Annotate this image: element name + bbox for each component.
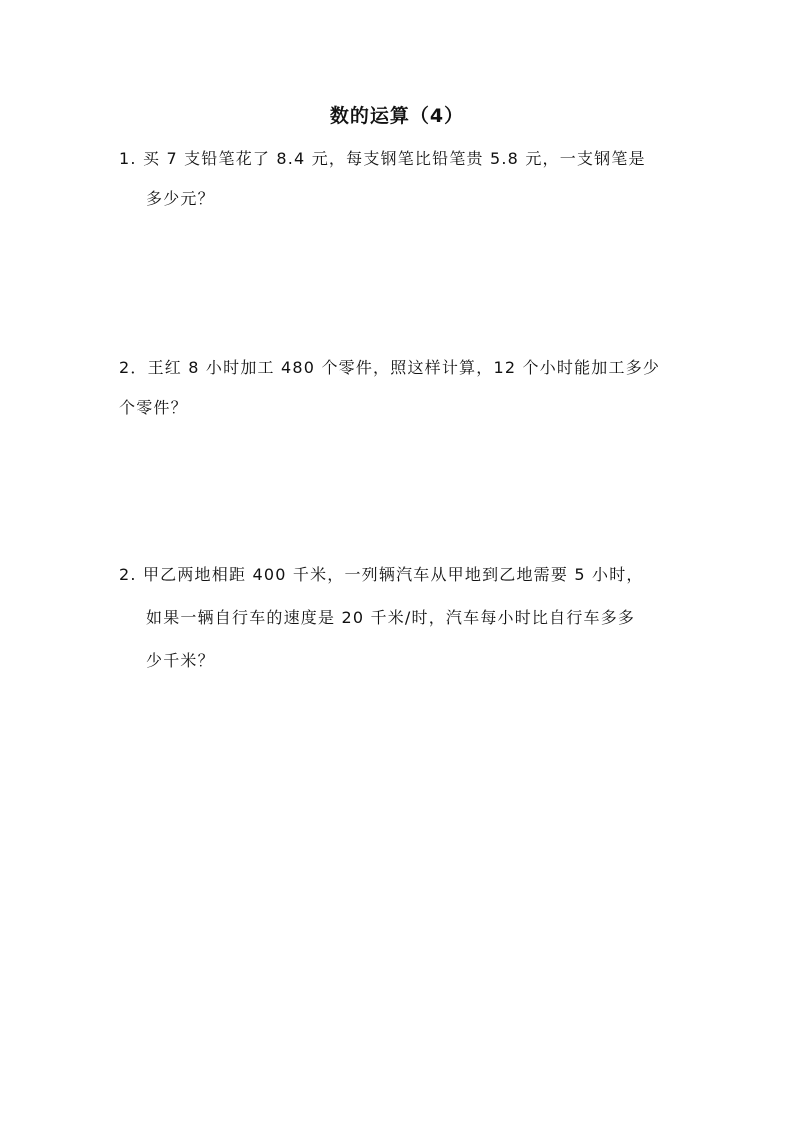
- question-2-line-2: 个零件？: [119, 398, 188, 417]
- question-3-line-3: 少千米？: [146, 651, 215, 670]
- question-3-line-2: 如果一辆自行车的速度是 20 千米/时，汽车每小时比自行车多多: [146, 608, 636, 627]
- page-title: 数的运算（4）: [329, 105, 465, 127]
- question-1-line-2: 多少元？: [146, 189, 215, 208]
- question-2-line-1: 2．王红 8 小时加工 480 个零件，照这样计算，12 个小时能加工多少: [119, 358, 661, 377]
- question-1-line-1: 1. 买 7 支铅笔花了 8.4 元，每支钢笔比铅笔贵 5.8 元，一支钢笔是: [119, 149, 646, 168]
- question-3-line-1: 2. 甲乙两地相距 400 千米，一列辆汽车从甲地到乙地需要 5 小时，: [119, 565, 644, 584]
